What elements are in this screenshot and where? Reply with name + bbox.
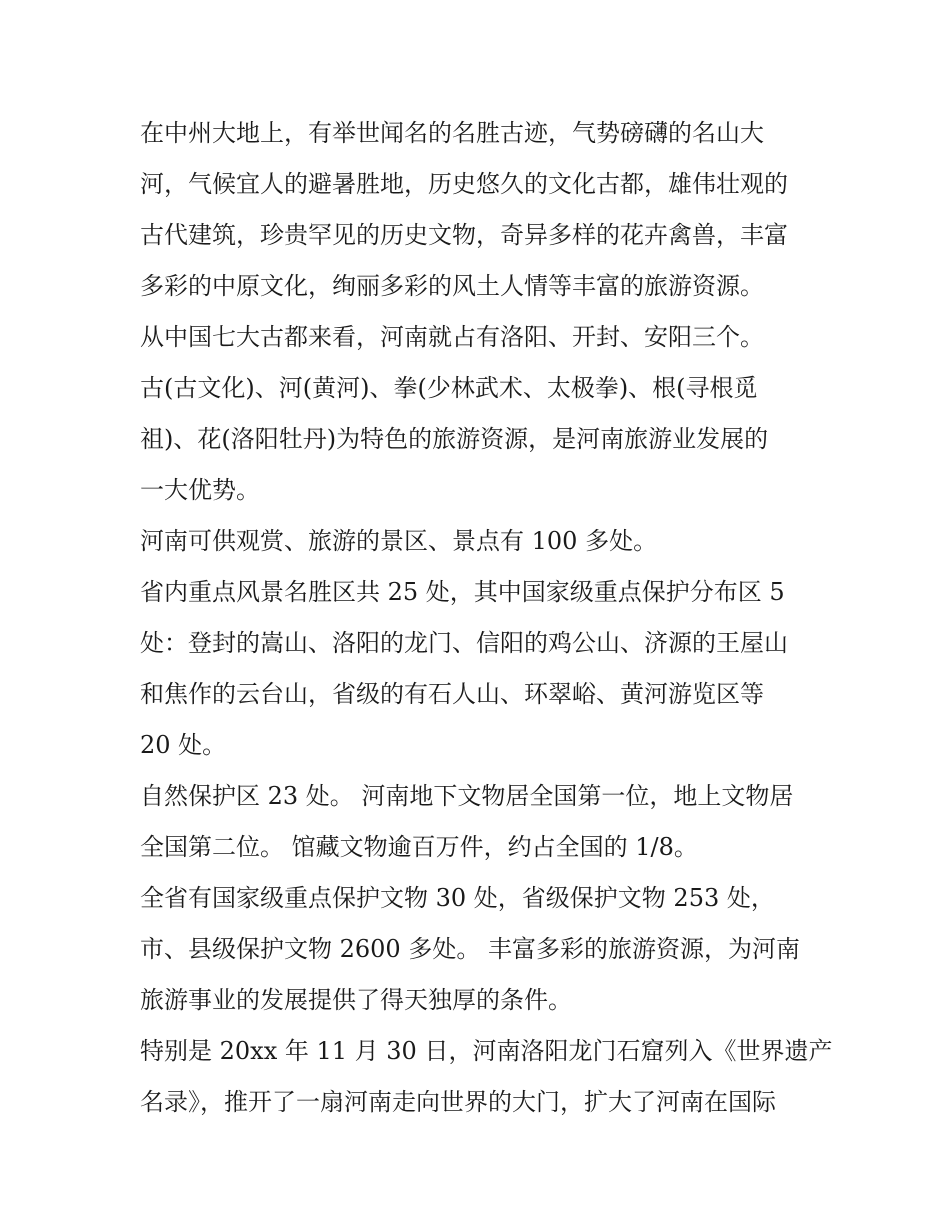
- text-line: 全国第二位。 馆藏文物逾百万件，约占全国的 1/8。: [140, 833, 698, 861]
- text-line: 全省有国家级重点保护文物 30 处，省级保护文物 253 处，: [140, 884, 775, 912]
- text-line: 市、县级保护文物 2600 多处。 丰富多彩的旅游资源，为河南: [140, 935, 800, 963]
- text-line: 祖)、花(洛阳牡丹)为特色的旅游资源，是河南旅游业发展的: [140, 425, 769, 453]
- text-line: 20 处。: [140, 731, 227, 759]
- text-line: 处：登封的嵩山、洛阳的龙门、信阳的鸡公山、济源的王屋山: [140, 629, 788, 657]
- text-line: 旅游事业的发展提供了得天独厚的条件。: [140, 986, 572, 1014]
- text-line: 河南可供观赏、旅游的景区、景点有 100 多处。: [140, 527, 658, 555]
- document-body-text: [140, 108, 833, 1128]
- text-line: 古代建筑，珍贵罕见的历史文物，奇异多样的花卉禽兽，丰富: [140, 221, 788, 249]
- text-line: 河，气候宜人的避暑胜地，历史悠久的文化古都，雄伟壮观的: [140, 170, 788, 198]
- text-line: 名录》，推开了一扇河南走向世界的大门，扩大了河南在国际: [140, 1088, 776, 1116]
- text-line: 和焦作的云台山，省级的有石人山、环翠峪、黄河游览区等: [140, 680, 764, 708]
- text-line: 一大优势。: [140, 476, 260, 504]
- text-line: 从中国七大古都来看，河南就占有洛阳、开封、安阳三个。: [140, 323, 764, 351]
- text-line: 自然保护区 23 处。 河南地下文物居全国第一位，地上文物居: [140, 782, 794, 810]
- text-line: 省内重点风景名胜区共 25 处，其中国家级重点保护分布区 5: [140, 578, 785, 606]
- text-line: 在中州大地上，有举世闻名的名胜古迹，气势磅礴的名山大: [140, 119, 764, 147]
- text-line: 多彩的中原文化，绚丽多彩的风土人情等丰富的旅游资源。: [140, 272, 764, 300]
- text-line: 特别是 20xx 年 11 月 30 日，河南洛阳龙门石窟列入《世界遗产: [140, 1037, 833, 1065]
- text-line: 古(古文化)、河(黄河)、拳(少林武术、太极拳)、根(寻根觅: [140, 374, 758, 402]
